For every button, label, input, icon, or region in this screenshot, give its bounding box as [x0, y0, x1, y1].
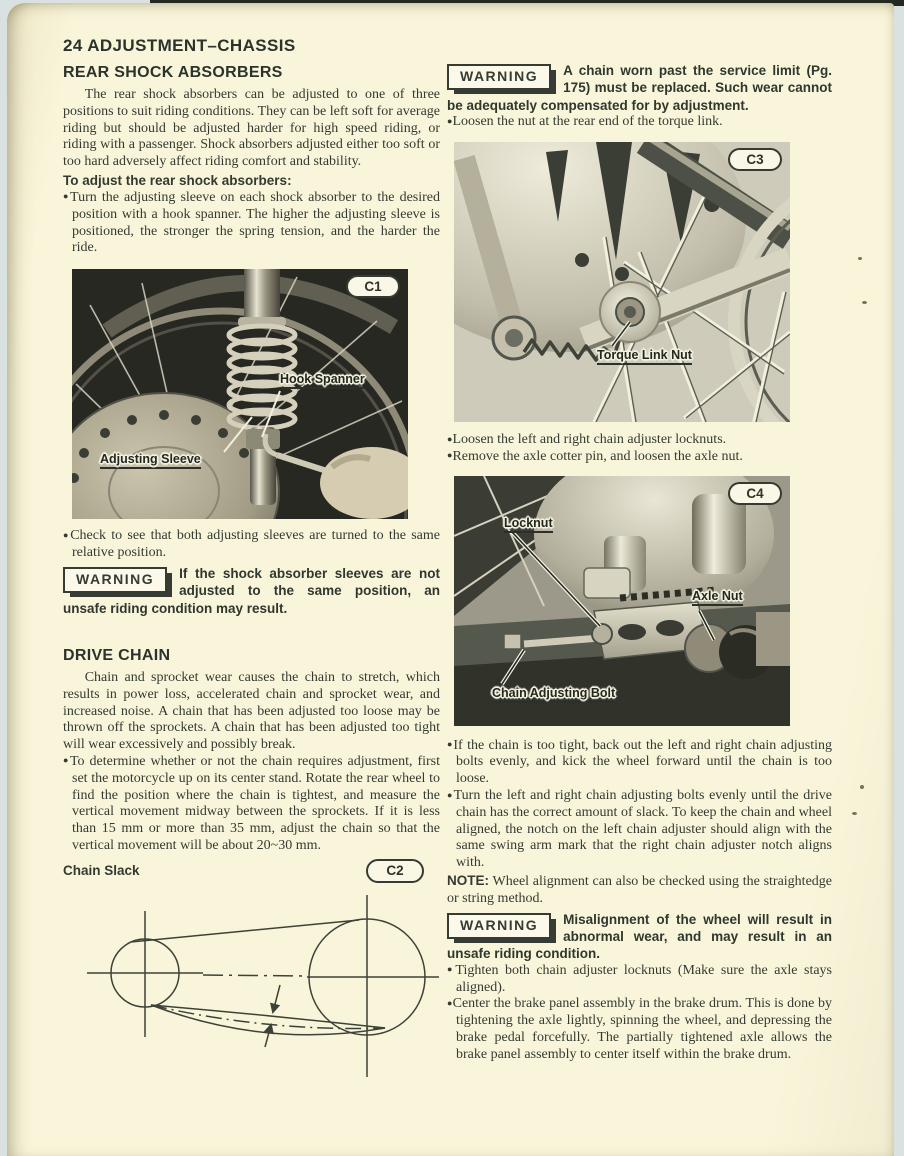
bullet-check-sleeves: ● Check to see that both adjusting sleeves are turned to the same relative position. [63, 528, 440, 562]
rear-shock-intro: The rear shock absorbers can be adjusted to one of three positions to suit riding conditions. They can be left soft for average riding but should be adjusted harder for high speed riding, or riding with a passenger. Shock absorbers adjusted either too soft or too hard adversely affect riding comfort and stability. [63, 87, 440, 170]
note-label: NOTE: [447, 872, 489, 888]
section-title-drive-chain: DRIVE CHAIN [63, 646, 171, 664]
figure-c4-photo [454, 476, 790, 726]
figure-badge-c4: C4 [728, 482, 782, 505]
c1-shock-absorber-photo-art [72, 269, 408, 519]
label-chain-adjusting-bolt: Chain Adjusting Bolt [492, 686, 615, 703]
bullet-remove-cotter: ● Remove the axle cotter pin, and loosen the axle nut. [447, 449, 832, 466]
paper-speck [858, 257, 862, 260]
bullet-loosen-torque-nut: ● Loosen the nut at the rear end of the torque link. [447, 114, 832, 131]
bullet-determine-slack: ● To determine whether or not the chain requires adjustment, first set the motorcycle up on its center stand. Rotate the rear wheel to find the position where the chain is tightest, and measure the vertical movement midway between the sprockets. If it is less than 15 mm or more than 35 mm, adjust the chain so that the vertical movement will be about 20~30 mm. [63, 754, 440, 855]
label-adjusting-sleeve: Adjusting Sleeve [100, 452, 201, 469]
warning-sleeves-text: If the shock absorber sleeves are not adjusted to the same position, an unsafe riding condition may result. [63, 565, 440, 616]
label-torque-link-nut: Torque Link Nut [597, 348, 692, 365]
warning-misalign-block [447, 911, 832, 963]
warning-box: WARNING [447, 913, 551, 939]
page-header: 24 ADJUSTMENT–CHASSIS [63, 36, 296, 55]
label-axle-nut: Axle Nut [692, 589, 743, 606]
warning-box: WARNING [63, 567, 167, 593]
bullet-turn-sleeve: ● Turn the adjusting sleeve on each shock absorber to the desired position with a hook spanner. The higher the adjusting sleeve is positioned, the stronger the spring tension, and the harder the ride. [63, 190, 440, 257]
label-locknut: Locknut [504, 516, 553, 533]
right-column [447, 62, 832, 1064]
note-text: Wheel alignment can also be checked using the straightedge or string method. [447, 873, 832, 906]
chain-slack-row [63, 859, 440, 883]
warning-worn-block [447, 62, 832, 114]
c3-torque-link-photo-art [454, 142, 790, 422]
warning-sleeves-block [63, 565, 440, 617]
figure-badge-c3: C3 [728, 148, 782, 171]
bullet-chain-too-tight: ● If the chain is too tight, back out the left and right chain adjusting bolts evenly, and kick the wheel forward until the chain is too loose. [447, 738, 832, 788]
chain-top-run [131, 920, 359, 942]
bullet-loosen-locknuts: ● Loosen the left and right chain adjuster locknuts. [447, 432, 832, 449]
paper-speck [862, 301, 867, 304]
paper-speck [852, 812, 857, 815]
figure-badge-c1: C1 [346, 275, 400, 298]
warning-box: WARNING [447, 64, 551, 90]
slack-arrow-down [273, 985, 280, 1012]
left-column [63, 62, 440, 1085]
bullet-turn-bolts: ● Turn the left and right chain adjusting bolts evenly until the drive chain has the correct amount of slack. To keep the chain and wheel aligned, the notch on the left chain adjuster should align with the same swing arm mark that the right chain adjuster notch aligns with. [447, 788, 832, 872]
warning-worn-text: A chain worn past the service limit (Pg. 175) must be replaced. Such wear cannot be adequately compensated for by adjustment. [447, 63, 832, 113]
chain-bottom-slack [151, 1005, 385, 1035]
chain-slack-caption: Chain Slack [63, 863, 140, 879]
figure-c2-diagram [67, 885, 457, 1085]
section-title-rear-shock: REAR SHOCK ABSORBERS [63, 64, 283, 81]
c2-chain-slack-diagram-art [67, 885, 457, 1085]
figure-c1-photo [72, 269, 408, 519]
figure-badge-c2: C2 [366, 859, 424, 883]
note-paragraph [447, 873, 832, 908]
drive-chain-intro: Chain and sprocket wear causes the chain to stretch, which results in power loss, accelerated chain and sprocket wear, and increased noise. A chain that has been adjusted too loose may be thrown off the sprockets. A chain that has been adjusted too tight will wear excessively and possibly break. [63, 669, 440, 753]
slack-arrow-up [265, 1025, 271, 1047]
bullet-center-brake-panel: ● Center the brake panel assembly in the brake drum. This is done by tightening the axle lightly, spinning the wheel, and depressing the brake pedal forcefully. The partially tightened axle allows the brake panel assembly to center itself within the brake drum. [447, 996, 832, 1063]
label-hook-spanner: Hook Spanner [280, 372, 365, 389]
bullet-tighten-locknuts: ● Tighten both chain adjuster locknuts (Make sure the axle stays aligned). [447, 963, 832, 997]
paper-speck [860, 785, 864, 789]
figure-c3-photo [454, 142, 790, 422]
warning-misalign-text: Misalignment of the wheel will result in abnormal wear, and may result in an unsafe riding condition. [447, 911, 832, 962]
rear-shock-lead: To adjust the rear shock absorbers: [63, 172, 292, 188]
